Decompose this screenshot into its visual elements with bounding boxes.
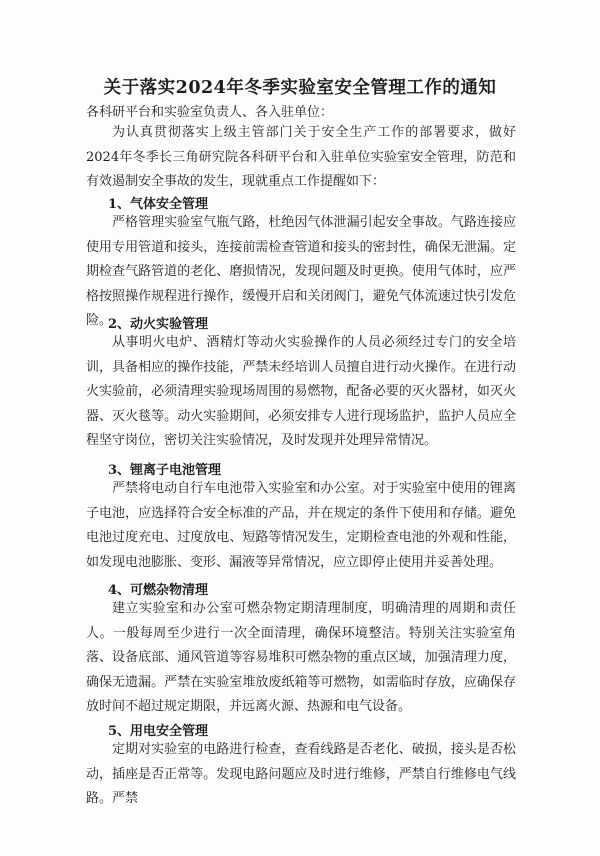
document-title: 关于落实2024年冬季实验室安全管理工作的通知 (103, 78, 497, 98)
intro-paragraph: 为认真贯彻落实上级主管部门关于安全生产工作的部署要求，做好2024年冬季长三角研究院各科研平台和入驻单位实验室安全管理，防范和有效遏制安全事故的发生，现就重点工作提醒如下： (86, 125, 516, 190)
section-heading-combustibles: 4、可燃杂物清理 (108, 583, 209, 598)
section-body-gas-safety: 严格管理实验室气瓶气路，杜绝因气体泄漏引起安全事故。气路连接应使用专用管道和接头，连接前需检查管道和接头的密封性，确保无泄漏。定期检查气路管道的老化、磨损情况，发现问题及时更换。使用气体时，应严格按照操作规程进行操作，缓慢开启和关闭阀门，避免气体流速过快引发危险。 (86, 215, 516, 329)
section-body-hot-work: 从事明火电炉、酒精灯等动火实验操作的人员必须经过专门的安全培训，具备相应的操作技能，严禁未经培训人员擅自进行动火操作。在进行动火实验前，必须清理实验现场周围的易燃物，配备必要的灭火器材，如灭火器、灭火毯等。动火实验期间，必须安排专人进行现场监护，监护人员应全程坚守岗位，密切关注实验情况，及时发现并处理异常情况。 (86, 335, 516, 449)
salutation: 各科研平台和实验室负责人、各入驻单位： (86, 105, 334, 120)
section-heading-hot-work: 2、动火实验管理 (108, 317, 209, 332)
section-heading-electrical-safety: 5、用电安全管理 (108, 724, 209, 739)
section-body-combustibles: 建立实验室和办公室可燃杂物定期清理制度，明确清理的周期和责任人。一般每周至少进行一次全面清理，确保环境整洁。特别关注实验室角落、设备底部、通风管道等容易堆积可燃杂物的重点区域，加强清理力度，确保无遗漏。严禁在实验室堆放废纸箱等可燃物，如需临时存放，应确保存放时间不超过规定期限，并远离火源、热源和电气设备。 (86, 601, 516, 715)
section-body-electrical-safety: 定期对实验室的电路进行检查，查看线路是否老化、破损，接头是否松动，插座是否正常等。发现电路问题应及时进行维修，严禁自行维修电气线路。严禁 (86, 742, 516, 807)
section-heading-lithium-battery: 3、锂离子电池管理 (108, 463, 222, 478)
section-heading-gas-safety: 1、气体安全管理 (108, 197, 209, 212)
section-body-lithium-battery: 严禁将电动自行车电池带入实验室和办公室。对于实验室中使用的锂离子电池，应选择符合安全标准的产品，并在规定的条件下使用和存储。避免电池过度充电、过度放电、短路等情况发生，定期检查电池的外观和性能，如发现电池膨胀、变形、漏液等异常情况，应立即停止使用并妥善处理。 (86, 481, 516, 570)
